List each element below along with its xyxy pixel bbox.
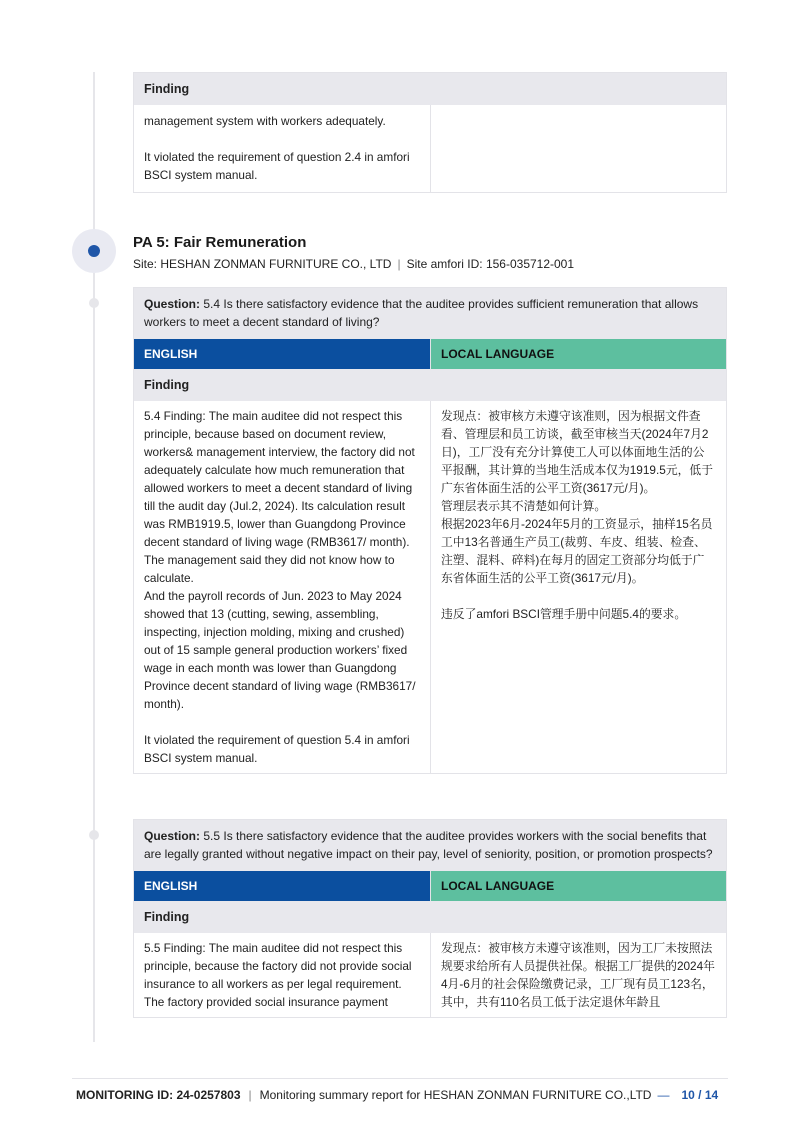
- finding-english-text: 5.4 Finding: The main auditee did not respect this principle, because based on document review, workers& management interview, the factory did not adequately calculate how much remuneration that allowed workers to meet a decent standard of living till the audit day (Jul.2, 2024). Its calculation result was RMB1919.5, lower than Guangdong Province decent standard of living wage (RMB3617/ month). The management said they did not know how to calculate. And the payroll records of Jun. 2023 to May 2024 showed that 13 (cutting, sewing, assembling, inspecting, injection molding, mixing and crushed) out of 15 sample general production workers’ fixed wage in each month was lower than Guangdong Province decent standard of living wage (RMB3617/ month). It violated the requirement of question 5.4 in amfori BSCI system manual.: [144, 409, 416, 765]
- column-header-english: ENGLISH: [134, 339, 430, 369]
- question-table-5-4: [133, 287, 727, 774]
- finding-english-text: 5.5 Finding: The main auditee did not respect this principle, because the factory did not provide social insurance to all workers as per legal requirement. The factory provided social insurance payment: [144, 941, 412, 1009]
- finding-local-text: 发现点：被审核方未遵守该准则，因为根据文件查看、管理层和员工访谈，截至审核当天(2024年7月2日)，工厂没有充分计算使工人可以体面地生活的公平报酬，其计算的当地生活成本仅为1919.5元，低于广东省体面生活的公平工资(3617元/月)。 管理层表示其不清楚如何计算。 根据2023年6月-2024年5月的工资显示，抽样15名员工中13名普通生产员工(裁剪、车皮、组装、检查、注塑、混料、碎料)在每月的固定工资部分均低于广东省体面生活的公平工资(3617元/月)。 违反了amfori BSCI管理手册中问题5.4的要求。: [430, 401, 726, 773]
- column-header-local: LOCAL LANGUAGE: [430, 339, 726, 369]
- question-text: 5.4 Is there satisfactory evidence that the auditee provides sufficient remuneration that allows workers to meet a decent standard of living?: [144, 297, 699, 329]
- section-title: PA 5: Fair Remuneration: [133, 234, 307, 251]
- site-amfori-id: Site amfori ID: 156-035712-001: [406, 257, 575, 271]
- question-label: Question:: [144, 297, 200, 311]
- timeline-line: [93, 72, 95, 1042]
- question-row: [134, 820, 726, 871]
- question-marker-icon: [89, 298, 99, 308]
- finding-label: Finding: [134, 901, 726, 933]
- section-marker-icon: [72, 229, 116, 273]
- site-info: Site: HESHAN ZONMAN FURNITURE CO., LTD | Site amfori ID: 156-035712-001: [133, 257, 575, 271]
- finding-local-text: 发现点：被审核方未遵守该准则，因为工厂未按照法规要求给所有人员提供社保。根据工厂提供的2024年4月-6月的社会保险缴费记录，工厂现有员工123名，其中，共有110名员工低于法定退休年龄且: [430, 933, 726, 1017]
- monitoring-id: MONITORING ID: 24-0257803: [76, 1088, 241, 1102]
- question-table-5-5: [133, 819, 727, 1018]
- question-label: Question:: [144, 829, 200, 843]
- question-text: 5.5 Is there satisfactory evidence that the auditee provides workers with the social benefits that are legally granted without negative impact on their pay, level of seniority, position, or promotion prospects?: [144, 829, 713, 861]
- footer-dash: —: [657, 1088, 670, 1102]
- report-description: Monitoring summary report for HESHAN ZONMAN FURNITURE CO.,LTD: [259, 1088, 652, 1102]
- column-header-english: ENGLISH: [134, 871, 430, 901]
- page-footer: MONITORING ID: 24-0257803 | Monitoring summary report for HESHAN ZONMAN FURNITURE CO.,LTD — 10 / 14: [76, 1088, 719, 1102]
- question-row: [134, 288, 726, 339]
- question-marker-icon: [89, 830, 99, 840]
- finding-label: Finding: [134, 73, 726, 105]
- finding-english-text: management system with workers adequately. It violated the requirement of question 2.4 in amfori BSCI system manual.: [144, 114, 410, 182]
- finding-table-2-4: [133, 72, 727, 193]
- column-header-local: LOCAL LANGUAGE: [430, 871, 726, 901]
- footer-divider: [72, 1078, 728, 1079]
- page-number: 10 / 14: [681, 1088, 719, 1102]
- finding-label: Finding: [134, 369, 726, 401]
- site-name: Site: HESHAN ZONMAN FURNITURE CO., LTD: [133, 257, 392, 271]
- finding-local-text: [430, 105, 726, 192]
